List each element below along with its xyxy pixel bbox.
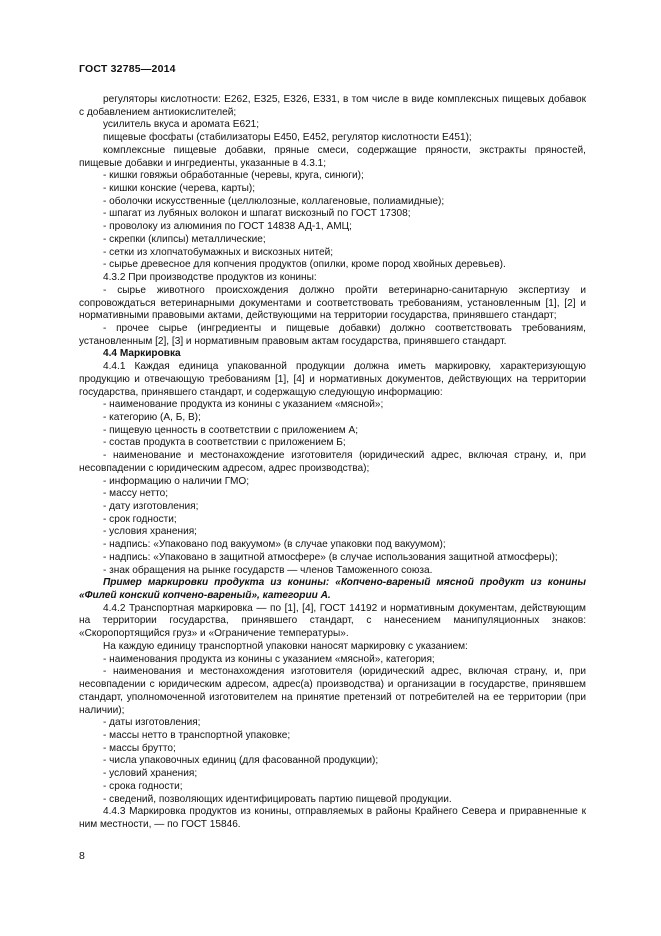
list-item: - числа упаковочных единиц (для фасованной продукции); [103, 755, 379, 767]
list-item: - наименование продукта из конины с указанием «мясной»; [103, 399, 384, 411]
list-item: - массы брутто; [103, 742, 176, 754]
list-item: - даты изготовления; [103, 717, 201, 729]
list-item: - массу нетто; [103, 488, 169, 500]
page-number: 8 [79, 850, 85, 862]
list-item: - знак обращения на рынке государств — членов Таможенного союза. [103, 564, 433, 576]
section-heading: 4.4 Маркировка [103, 348, 181, 360]
list-item: - категорию (А, Б, В); [103, 411, 201, 423]
list-item: - проволоку из алюминия по ГОСТ 14838 АД-1, АМЦ; [103, 221, 352, 233]
paragraph: 4.4.3 Маркировка продуктов из конины, отправляемых в районы Крайнего Севера и приравненные к ним местности, — по ГОСТ 15846. [79, 806, 586, 830]
list-item: - наименования продукта из конины с указанием «мясной», категория; [103, 653, 435, 665]
paragraph: 4.3.2 При производстве продуктов из конины: [103, 272, 317, 284]
list-item: - сведений, позволяющих идентифицировать партию пищевой продукции. [103, 793, 452, 805]
document-header: ГОСТ 32785—2014 [79, 63, 176, 75]
list-item: - наименования и местонахождения изготовителя (юридический адрес, включая страну, и, при несовпадении с юридическим адресом, адрес(а) производства) и организации в государстве, принявшем стандарт, уполномоченной изготовителем на принятие претензий от потребителей на ее территории (при наличии); [79, 666, 586, 716]
list-item: - информацию о наличии ГМО; [103, 475, 250, 487]
list-item: - массы нетто в транспортной упаковке; [103, 729, 291, 741]
document-body [79, 94, 586, 832]
paragraph: регуляторы кислотности: Е262, Е325, Е326, Е331, в том числе в виде комплексных пищевых добавок с добавлением антиокислителей; [79, 94, 586, 118]
paragraph: 4.4.1 Каждая единица упакованной продукции должна иметь маркировку, характеризующую продукцию и отвечающую требованиям [1], [4] и нормативных документов, действующих на территории государства, принявшего стандарт, и содержащую следующую информацию: [79, 361, 586, 398]
list-item: - кишки говяжьи обработанные (черевы, круга, синюги); [103, 170, 364, 182]
list-item: - кишки конские (черева, карты); [103, 183, 256, 195]
list-item: - условий хранения; [103, 768, 198, 780]
list-item: - надпись: «Упаковано в защитной атмосфере» (в случае использования защитной атмосферы); [103, 551, 558, 563]
list-item: - срока годности; [103, 780, 183, 792]
list-item: - наименование и местонахождение изготовителя (юридический адрес, включая страну, и, при несовпадении с юридическим адресом, адрес производства); [79, 450, 586, 474]
list-item: - дату изготовления; [103, 501, 199, 512]
list-item: - шпагат из лубяных волокон и шпагат вискозный по ГОСТ 17308; [103, 208, 411, 220]
list-item: - скрепки (клипсы) металлические; [103, 233, 266, 245]
paragraph: пищевые фосфаты (стабилизаторы Е450, Е452, регулятор кислотности Е451); [103, 132, 472, 144]
list-item: - оболочки искусственные (целлюлозные, коллагеновые, полиамидные); [103, 195, 445, 207]
list-item: - состав продукта в соответствии с приложением Б; [103, 437, 346, 449]
list-item: - сырье животного происхождения должно пройти ветеринарно-санитарную экспертизу и сопровождаться ветеринарными документами и соответствовать требованиям, установленным [1], [2] и нормативными правовыми актами, действующими на территории государства, принявшего стандарт; [79, 284, 586, 322]
list-item: - условия хранения; [103, 526, 197, 538]
list-item: - сетки из хлопчатобумажных и вискозных нитей; [103, 246, 334, 258]
list-item: - пищевую ценность в соответствии с приложением А; [103, 424, 359, 436]
paragraph: комплексные пищевые добавки, пряные смеси, содержащие пряности, экстракты пряностей, пищевые добавки и ингредиенты, указанные в 4.3.1; [79, 144, 586, 169]
list-item: - сырье древесное для копчения продуктов (опилки, кроме пород хвойных деревьев). [103, 259, 506, 271]
list-item: - срок годности; [103, 513, 177, 525]
list-item: - прочее сырье (ингредиенты и пищевые добавки) должно соответствовать требованиям, установленным [2], [3] и нормативным правовым актам государства, принявшего стандарт. [79, 322, 586, 347]
paragraph: 4.4.2 Транспортная маркировка — по [1], [4], ГОСТ 14192 и нормативным документам, действующим на территории государства, принявшего стандарт, с нанесением манипуляционных знаков: «Скоропортящийся груз» и «Ограничение температуры». [79, 602, 586, 640]
list-item: - надпись: «Упаковано под вакуумом» (в случае упаковки под вакуумом); [103, 539, 446, 551]
paragraph: усилитель вкуса и аромата Е621; [103, 119, 260, 131]
example-paragraph: Пример маркировки продукта из конины: «Копчено-вареный мясной продукт из конины «Филей конский копчено-вареный», категории А. [79, 577, 586, 602]
paragraph: На каждую единицу транспортной упаковки наносят маркировку с указанием: [103, 640, 468, 652]
